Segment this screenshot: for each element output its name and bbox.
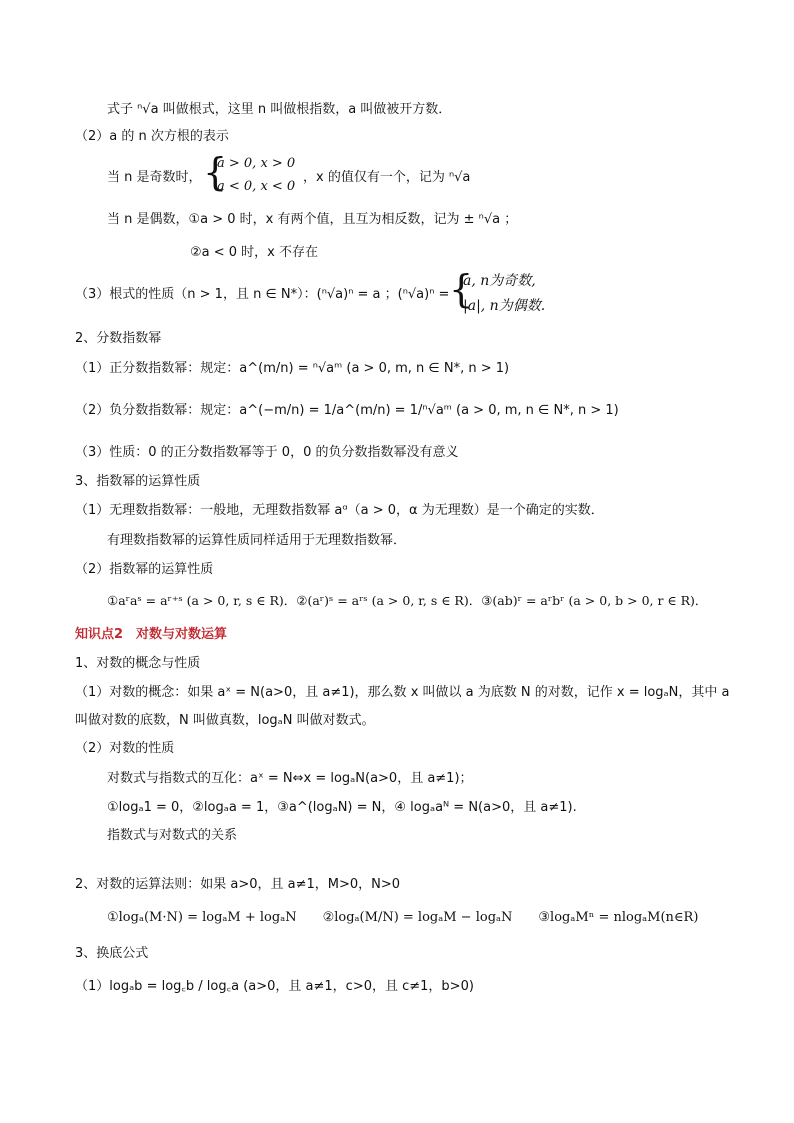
section-exponent-rules xyxy=(75,473,200,491)
irrational-exponent-text: （1）无理数指数幂：一般地，无理数指数幂 aᵅ（a > 0，α 为无理数）是一个确定的实数． xyxy=(75,503,604,518)
rational-rules-apply-line xyxy=(107,532,406,550)
change-of-base-formula-text: （1）logₐb = log꜀b / log꜀a (a>0，且 a≠1，c>0，且 c≠1，b>0) xyxy=(75,979,474,994)
fraction-exponent-property-line xyxy=(75,444,458,462)
left-brace: { xyxy=(203,150,228,194)
odd-n-prefix: 当 n 是奇数时， xyxy=(107,170,202,185)
even-n-negative-text: ②a < 0 时，x 不存在 xyxy=(190,245,319,260)
log-concept-heading-text: 1、对数的概念与性质 xyxy=(75,656,201,671)
positive-fraction-exponent-text: （1）正分数指数幂：规定：a^(m/n) = ⁿ√aᵐ (a > 0, m, n ∈ N*, n > 1) xyxy=(75,361,510,376)
odd-case-1: a > 0, x > 0 xyxy=(217,156,296,171)
radical-definition-line xyxy=(107,101,451,119)
log-terms-line xyxy=(75,712,375,730)
even-n-text: 当 n 是偶数，①a > 0 时，x 有两个值，且互为相反数，记为 ± ⁿ√a ； xyxy=(107,212,518,227)
nth-root-heading-text: （2）a 的 n 次方根的表示 xyxy=(75,129,229,144)
property-case-odd: a, n为奇数, xyxy=(463,273,536,289)
radical-definition-text: 式子 ⁿ√a 叫做根式，这里 n 叫做根指数，a 叫做被开方数． xyxy=(107,102,452,117)
log-properties-heading-text: （2）对数的性质 xyxy=(75,741,175,756)
log-definition-line xyxy=(75,684,729,702)
negative-fraction-exponent-text: （2）负分数指数幂：规定：a^(−m/n) = 1/a^(m/n) = 1/ⁿ√aᵐ (a > 0, m, n ∈ N*, n > 1) xyxy=(75,403,619,418)
odd-n-suffix: ，x 的值仅有一个，记为 ⁿ√a xyxy=(303,170,471,185)
exp-log-relation-line xyxy=(107,827,237,845)
exp-log-relation-text: 指数式与对数式的关系 xyxy=(107,828,238,843)
change-of-base-heading xyxy=(75,945,148,963)
log-exp-conversion-line xyxy=(107,770,473,788)
section-exponent-rules-text: 3、指数幂的运算性质 xyxy=(75,474,201,489)
knowledge-point-2-heading-text: 知识点2 对数与对数运算 xyxy=(75,627,228,642)
radical-properties-prefix: （3）根式的性质（n > 1，且 n ∈ N*）：(ⁿ√a)ⁿ = a ；(ⁿ√a)ⁿ = xyxy=(75,287,450,302)
rational-rules-apply-text: 有理数指数幂的运算性质同样适用于无理数指数幂． xyxy=(107,533,407,548)
left-brace: { xyxy=(449,267,474,311)
exponent-rules-formulas-text: ①aʳaˢ = aʳ⁺ˢ (a > 0, r, s ∈ R)．②(aʳ)ˢ = aʳˢ (a > 0, r, s ∈ R)．③(ab)ʳ = aʳbʳ (a > 0, b > 0, r ∈ R)． xyxy=(107,593,708,608)
log-operation-formulas-text: ①logₐ(M·N) = logₐM + logₐN ②logₐ(M/N) = logₐM − logₐN ③logₐMⁿ = nlogₐM(n∈R) xyxy=(107,910,699,925)
log-concept-heading xyxy=(75,655,200,673)
log-operation-rules-heading-text: 2、对数的运算法则：如果 a>0，且 a≠1，M>0，N>0 xyxy=(75,877,401,892)
log-identities-line xyxy=(107,799,577,817)
fraction-exponent-property-text: （3）性质：0 的正分数指数幂等于 0，0 的负分数指数幂没有意义 xyxy=(75,445,459,460)
exponent-rules-formulas xyxy=(107,592,707,610)
positive-fraction-exponent-line xyxy=(75,360,509,378)
section-fractional-exponent-text: 2、分数指数幂 xyxy=(75,331,162,346)
log-exp-conversion-text: 对数式与指数式的互化：aˣ = N⇔x = logₐN(a>0，且 a≠1)； xyxy=(107,771,473,786)
log-operation-formulas xyxy=(107,909,698,927)
change-of-base-formula xyxy=(75,978,474,996)
knowledge-point-2-heading xyxy=(75,626,227,644)
change-of-base-heading-text: 3、换底公式 xyxy=(75,946,149,961)
section-fractional-exponent xyxy=(75,330,161,348)
irrational-exponent-line xyxy=(75,502,604,520)
log-terms-text: 叫做对数的底数，N 叫做真数，logₐN 叫做对数式。 xyxy=(75,713,375,728)
log-operation-rules-heading xyxy=(75,876,400,894)
log-identities-text: ①logₐ1 = 0，②logₐa = 1，③a^(logₐN) = N，④ logₐaᴺ = N(a>0，且 a≠1). xyxy=(107,800,577,815)
log-definition-text: （1）对数的概念：如果 aˣ = N(a>0，且 a≠1)，那么数 x 叫做以 a 为底数 N 的对数，记作 x = logₐN，其中 a xyxy=(75,685,730,700)
even-n-line xyxy=(107,211,517,229)
exponent-rules-heading xyxy=(75,561,213,579)
property-case-even: |a|, n为偶数. xyxy=(463,298,546,314)
exponent-rules-heading-text: （2）指数幂的运算性质 xyxy=(75,562,214,577)
even-n-negative-line xyxy=(190,244,318,262)
negative-fraction-exponent-line xyxy=(75,402,619,420)
log-properties-heading xyxy=(75,740,174,758)
odd-case-2: a < 0, x < 0 xyxy=(217,179,296,194)
nth-root-heading xyxy=(75,128,229,146)
